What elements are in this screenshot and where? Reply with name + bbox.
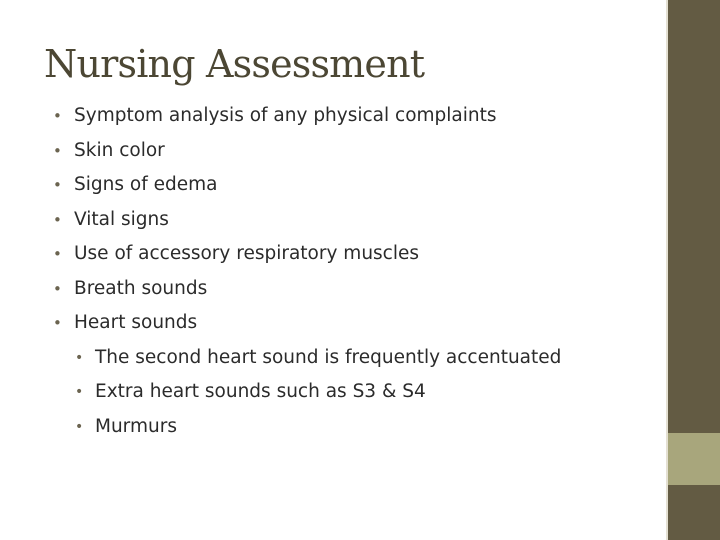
sub-bullet-icon: • — [75, 384, 84, 400]
sub-bullet-text: Extra heart sounds such as S3 & S4 — [95, 381, 426, 402]
bullet-icon: • — [53, 176, 62, 194]
sub-bullet-text: The second heart sound is frequently accentuated — [95, 346, 562, 368]
bullet-icon: • — [53, 141, 62, 160]
sub-bullet-icon: • — [75, 349, 84, 366]
sidebar-accent-block — [668, 433, 720, 485]
bullet-text: Symptom analysis of any physical complaints — [74, 105, 497, 126]
bullet-text: Signs of edema — [74, 174, 218, 195]
sub-bullet-text: Murmurs — [95, 415, 177, 437]
bullet-icon: • — [53, 210, 62, 229]
bullet-text: Use of accessory respiratory muscles — [74, 243, 420, 264]
bullet-icon: • — [53, 245, 62, 263]
bullet-icon: • — [53, 279, 62, 298]
bullet-text: Heart sounds — [74, 312, 198, 333]
slide-title: Nursing Assessment — [44, 42, 425, 86]
bullet-icon: • — [53, 314, 62, 332]
bullet-text: Skin color — [74, 139, 165, 161]
bullet-text: Breath sounds — [74, 277, 208, 299]
sub-bullet-icon: • — [75, 418, 84, 435]
bullet-icon: • — [53, 107, 62, 125]
bullet-text: Vital signs — [74, 208, 169, 230]
